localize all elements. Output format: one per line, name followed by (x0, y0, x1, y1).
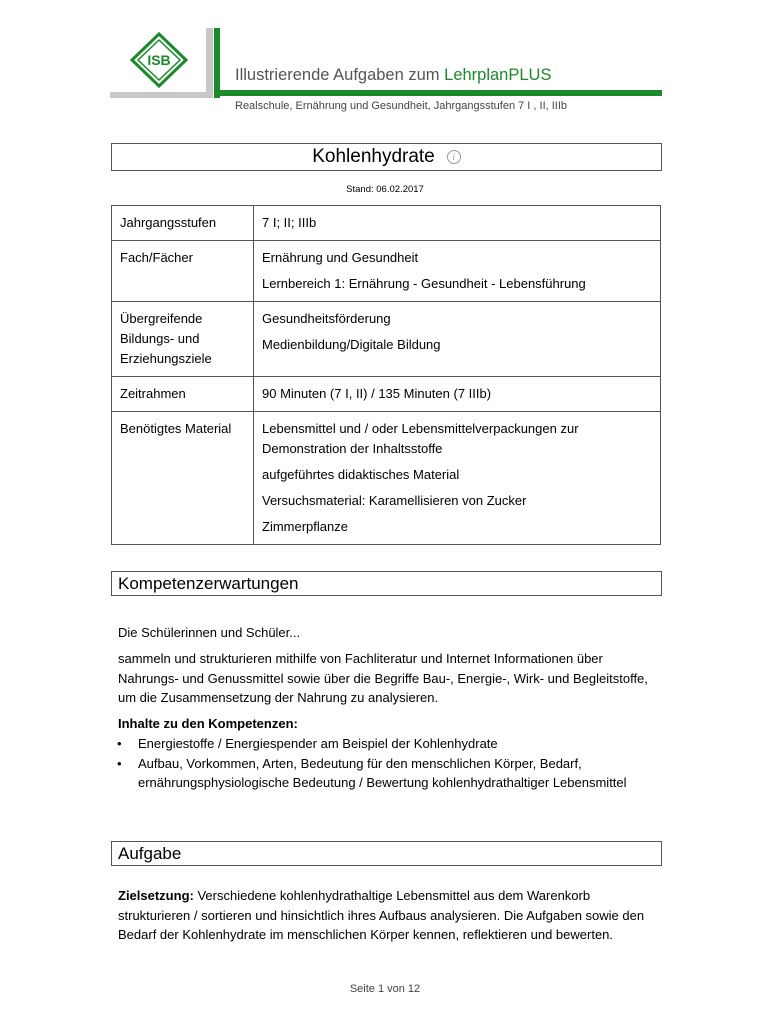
isb-logo (110, 30, 208, 94)
row-value: Gesundheitsförderung Medienbildung/Digitale Bildung (254, 302, 661, 377)
table-row (112, 206, 661, 241)
row-key: Jahrgangsstufen (112, 206, 254, 241)
list-item: • Energiestoffe / Energiespender am Beispiel der Kohlenhydrate (116, 734, 636, 754)
table-row (112, 302, 661, 377)
page-title: Kohlenhydrate (312, 146, 435, 167)
header-subtitle: Realschule, Ernährung und Gesundheit, Jahrgangsstufen 7 I , II, IIIb (235, 100, 568, 112)
section-kompetenzerwartungen: Kompetenzerwartungen (111, 571, 662, 596)
header-gray-bar (110, 92, 210, 98)
header-vertical-green (214, 28, 220, 98)
inhalte-list (116, 734, 636, 793)
row-key: Zeitrahmen (112, 377, 254, 412)
row-value: 90 Minuten (7 I, II) / 135 Minuten (7 IIIb) (254, 377, 661, 412)
row-value: Lebensmittel und / oder Lebensmittelverpackungen zur Demonstration der Inhaltsstoffe aufgeführtes didaktisches Material Versuchsmaterial: Karamellisieren von Zucker Zimmerpflanze (254, 412, 661, 545)
kompetenz-intro: Die Schülerinnen und Schüler... (118, 625, 301, 640)
inhalte-label: Inhalte zu den Kompetenzen: (118, 716, 298, 731)
header-title-accent: LehrplanPLUS (444, 66, 552, 84)
info-table (111, 205, 661, 545)
stand-date: Stand: 06.02.2017 (346, 184, 424, 195)
header-title: Illustrierende Aufgaben zum LehrplanPLUS (235, 66, 552, 84)
row-value: Ernährung und Gesundheit Lernbereich 1: Ernährung - Gesundheit - Lebensführung (254, 241, 661, 302)
header-green-line (214, 90, 662, 96)
document-title-box (111, 143, 662, 171)
list-item: • Aufbau, Vorkommen, Arten, Bedeutung für den menschlichen Körper, Bedarf, ernährungsphysiologische Bedeutung / Bewertung kohlenhydrathaltiger Lebensmittel (116, 754, 636, 793)
table-row (112, 377, 661, 412)
zielsetzung-text: Verschiedene kohlenhydrathaltige Lebensmittel aus dem Warenkorb strukturieren / sortieren und hinsichtlich ihres Aufbaus analysieren. Die Aufgaben sowie den Bedarf der Kohlenhydrate im menschlichen Körper kennen, reflektieren und bewerten. (118, 888, 645, 942)
table-row (112, 412, 661, 545)
row-key: Benötigtes Material (112, 412, 254, 545)
page-number: Seite 1 von 12 (349, 983, 421, 995)
zielsetzung-label: Zielsetzung: (118, 888, 194, 903)
logo-text: ISB (147, 52, 171, 68)
row-key: Übergreifende Bildungs- und Erziehungsziele (112, 302, 254, 377)
section-aufgabe: Aufgabe (111, 841, 662, 866)
header-vertical-gray (206, 28, 213, 98)
kompetenz-paragraph: sammeln und strukturieren mithilfe von Fachliteratur und Internet Informationen über Nahrungs- und Genussmittel sowie über die Begriffe Bau-, Energie-, Wirk- und Begleitstoffe, um die Zusammensetzung der Nahrung zu analysieren. (118, 651, 648, 705)
row-value: 7 I; II; IIIb (254, 206, 661, 241)
info-icon: i (447, 150, 461, 164)
zielsetzung (118, 886, 663, 945)
row-key: Fach/Fächer (112, 241, 254, 302)
table-row (112, 241, 661, 302)
